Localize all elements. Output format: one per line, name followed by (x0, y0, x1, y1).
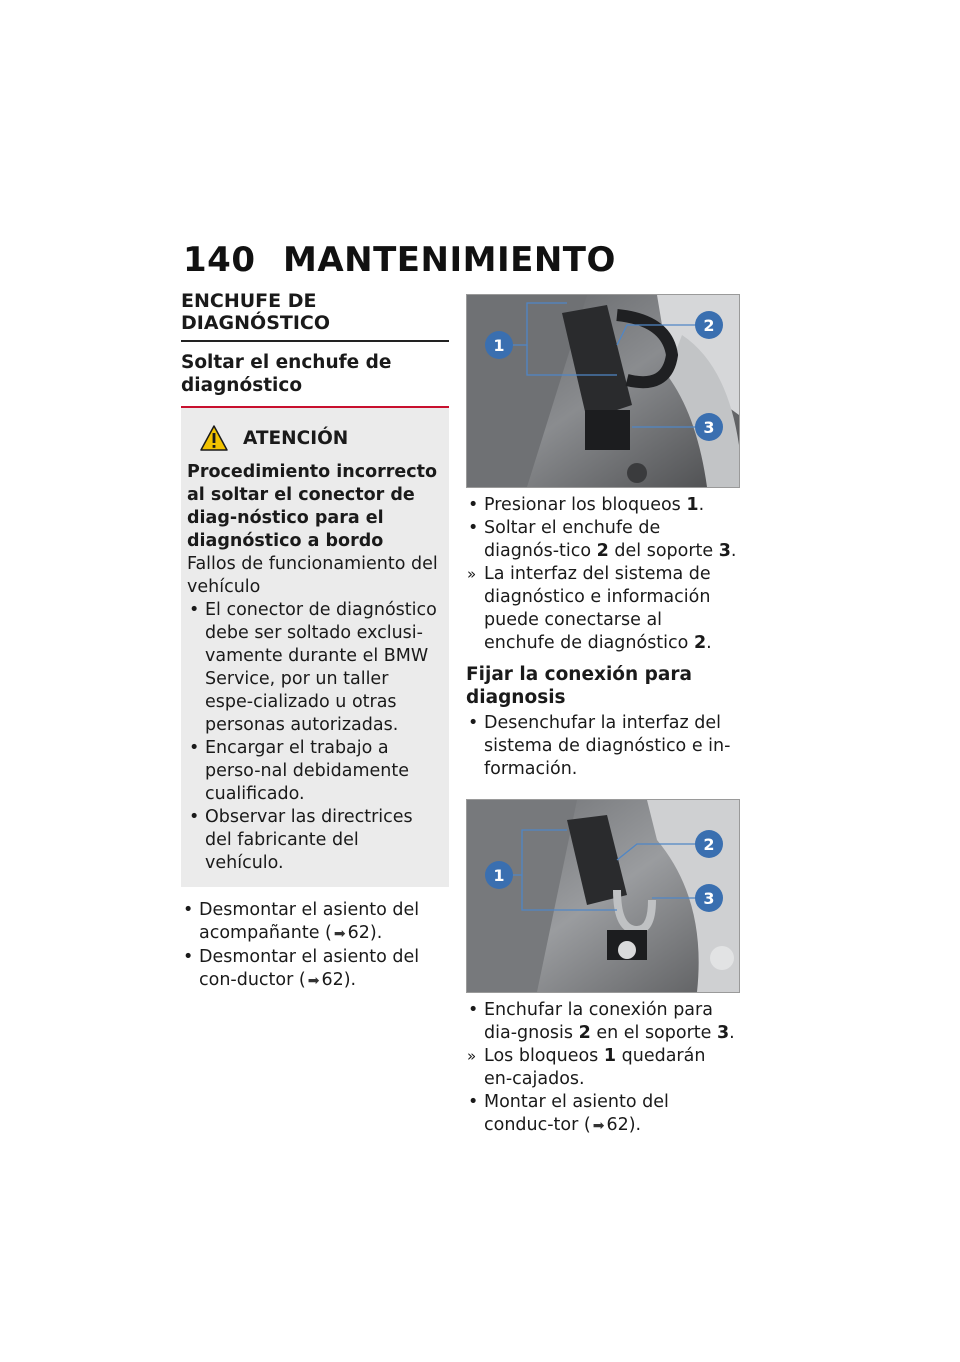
page-ref-arrow-icon: ➡ (307, 973, 320, 989)
svg-text:1: 1 (493, 336, 505, 355)
step-item: • Enchufar la conexión para dia-gnosis 2 en el soporte 3. (468, 1000, 735, 1043)
sub-title-2: Fijar la conexión para diagnosis (466, 664, 692, 708)
warning-bullet: • Encargar el trabajo a perso-nal debidamente cualificado. (189, 738, 409, 804)
warning-box (181, 406, 449, 887)
svg-text:1: 1 (493, 866, 505, 885)
right-column (466, 294, 738, 1138)
page-ref-arrow-icon: ➡ (333, 926, 346, 942)
callout-3 (695, 413, 723, 441)
callout-3 (695, 884, 723, 912)
callout-1 (485, 331, 513, 359)
warning-label: ATENCIÓN (243, 427, 349, 449)
page-number: 140 (183, 240, 256, 280)
step-item: • Desmontar el asiento del acompañante ( ➡ 62). (181, 899, 449, 946)
chapter-title: MANTENIMIENTO (283, 240, 616, 280)
step-item: • Desmontar el asiento del con-ductor ( ➡ 62). (181, 946, 449, 993)
sub-title: Soltar el enchufe de diagnóstico (181, 352, 392, 396)
diagnosis-connection-photo (466, 799, 740, 993)
svg-text:3: 3 (703, 418, 715, 437)
step-item: • Desenchufar la interfaz del sistema de diagnóstico e in-formación. (468, 713, 731, 779)
section-title: ENCHUFE DE DIAGNÓSTICO (181, 290, 449, 342)
step-item: • Presionar los bloqueos 1. (468, 495, 705, 515)
result-item: » La interfaz del sistema de diagnóstico e información puede conectarse al enchufe de diagnóstico 2. (467, 564, 712, 653)
warning-head (199, 424, 441, 452)
svg-text:2: 2 (703, 835, 715, 854)
warning-heading: Procedimiento incorrecto al soltar el conector de diag-nóstico para el diagnóstico a bordo (187, 462, 438, 551)
warning-icon (199, 424, 229, 452)
callout-2 (695, 311, 723, 339)
callout-2 (695, 830, 723, 858)
warning-bullet: • Observar las directrices del fabricante del vehículo. (189, 807, 413, 873)
step-item: • Montar el asiento del conduc-tor ( ➡ 62). (466, 1091, 738, 1138)
step-item: • Soltar el enchufe de diagnós-tico 2 del soporte 3. (468, 518, 737, 561)
warning-consequence: Fallos de funcionamiento del vehículo (187, 554, 438, 597)
diagnostic-plug-photo (466, 294, 740, 488)
warning-bullet: • El conector de diagnóstico debe ser soltado exclusi-vamente durante el BMW Service, por un taller espe-cializado u otras personas autorizadas. (189, 600, 437, 735)
result-item: » Los bloqueos 1 quedarán en-cajados. (467, 1046, 706, 1089)
page-header (183, 240, 616, 280)
svg-text:2: 2 (703, 316, 715, 335)
callout-1 (485, 861, 513, 889)
svg-text:3: 3 (703, 889, 715, 908)
page-ref-arrow-icon: ➡ (592, 1118, 605, 1134)
left-column (181, 290, 449, 993)
